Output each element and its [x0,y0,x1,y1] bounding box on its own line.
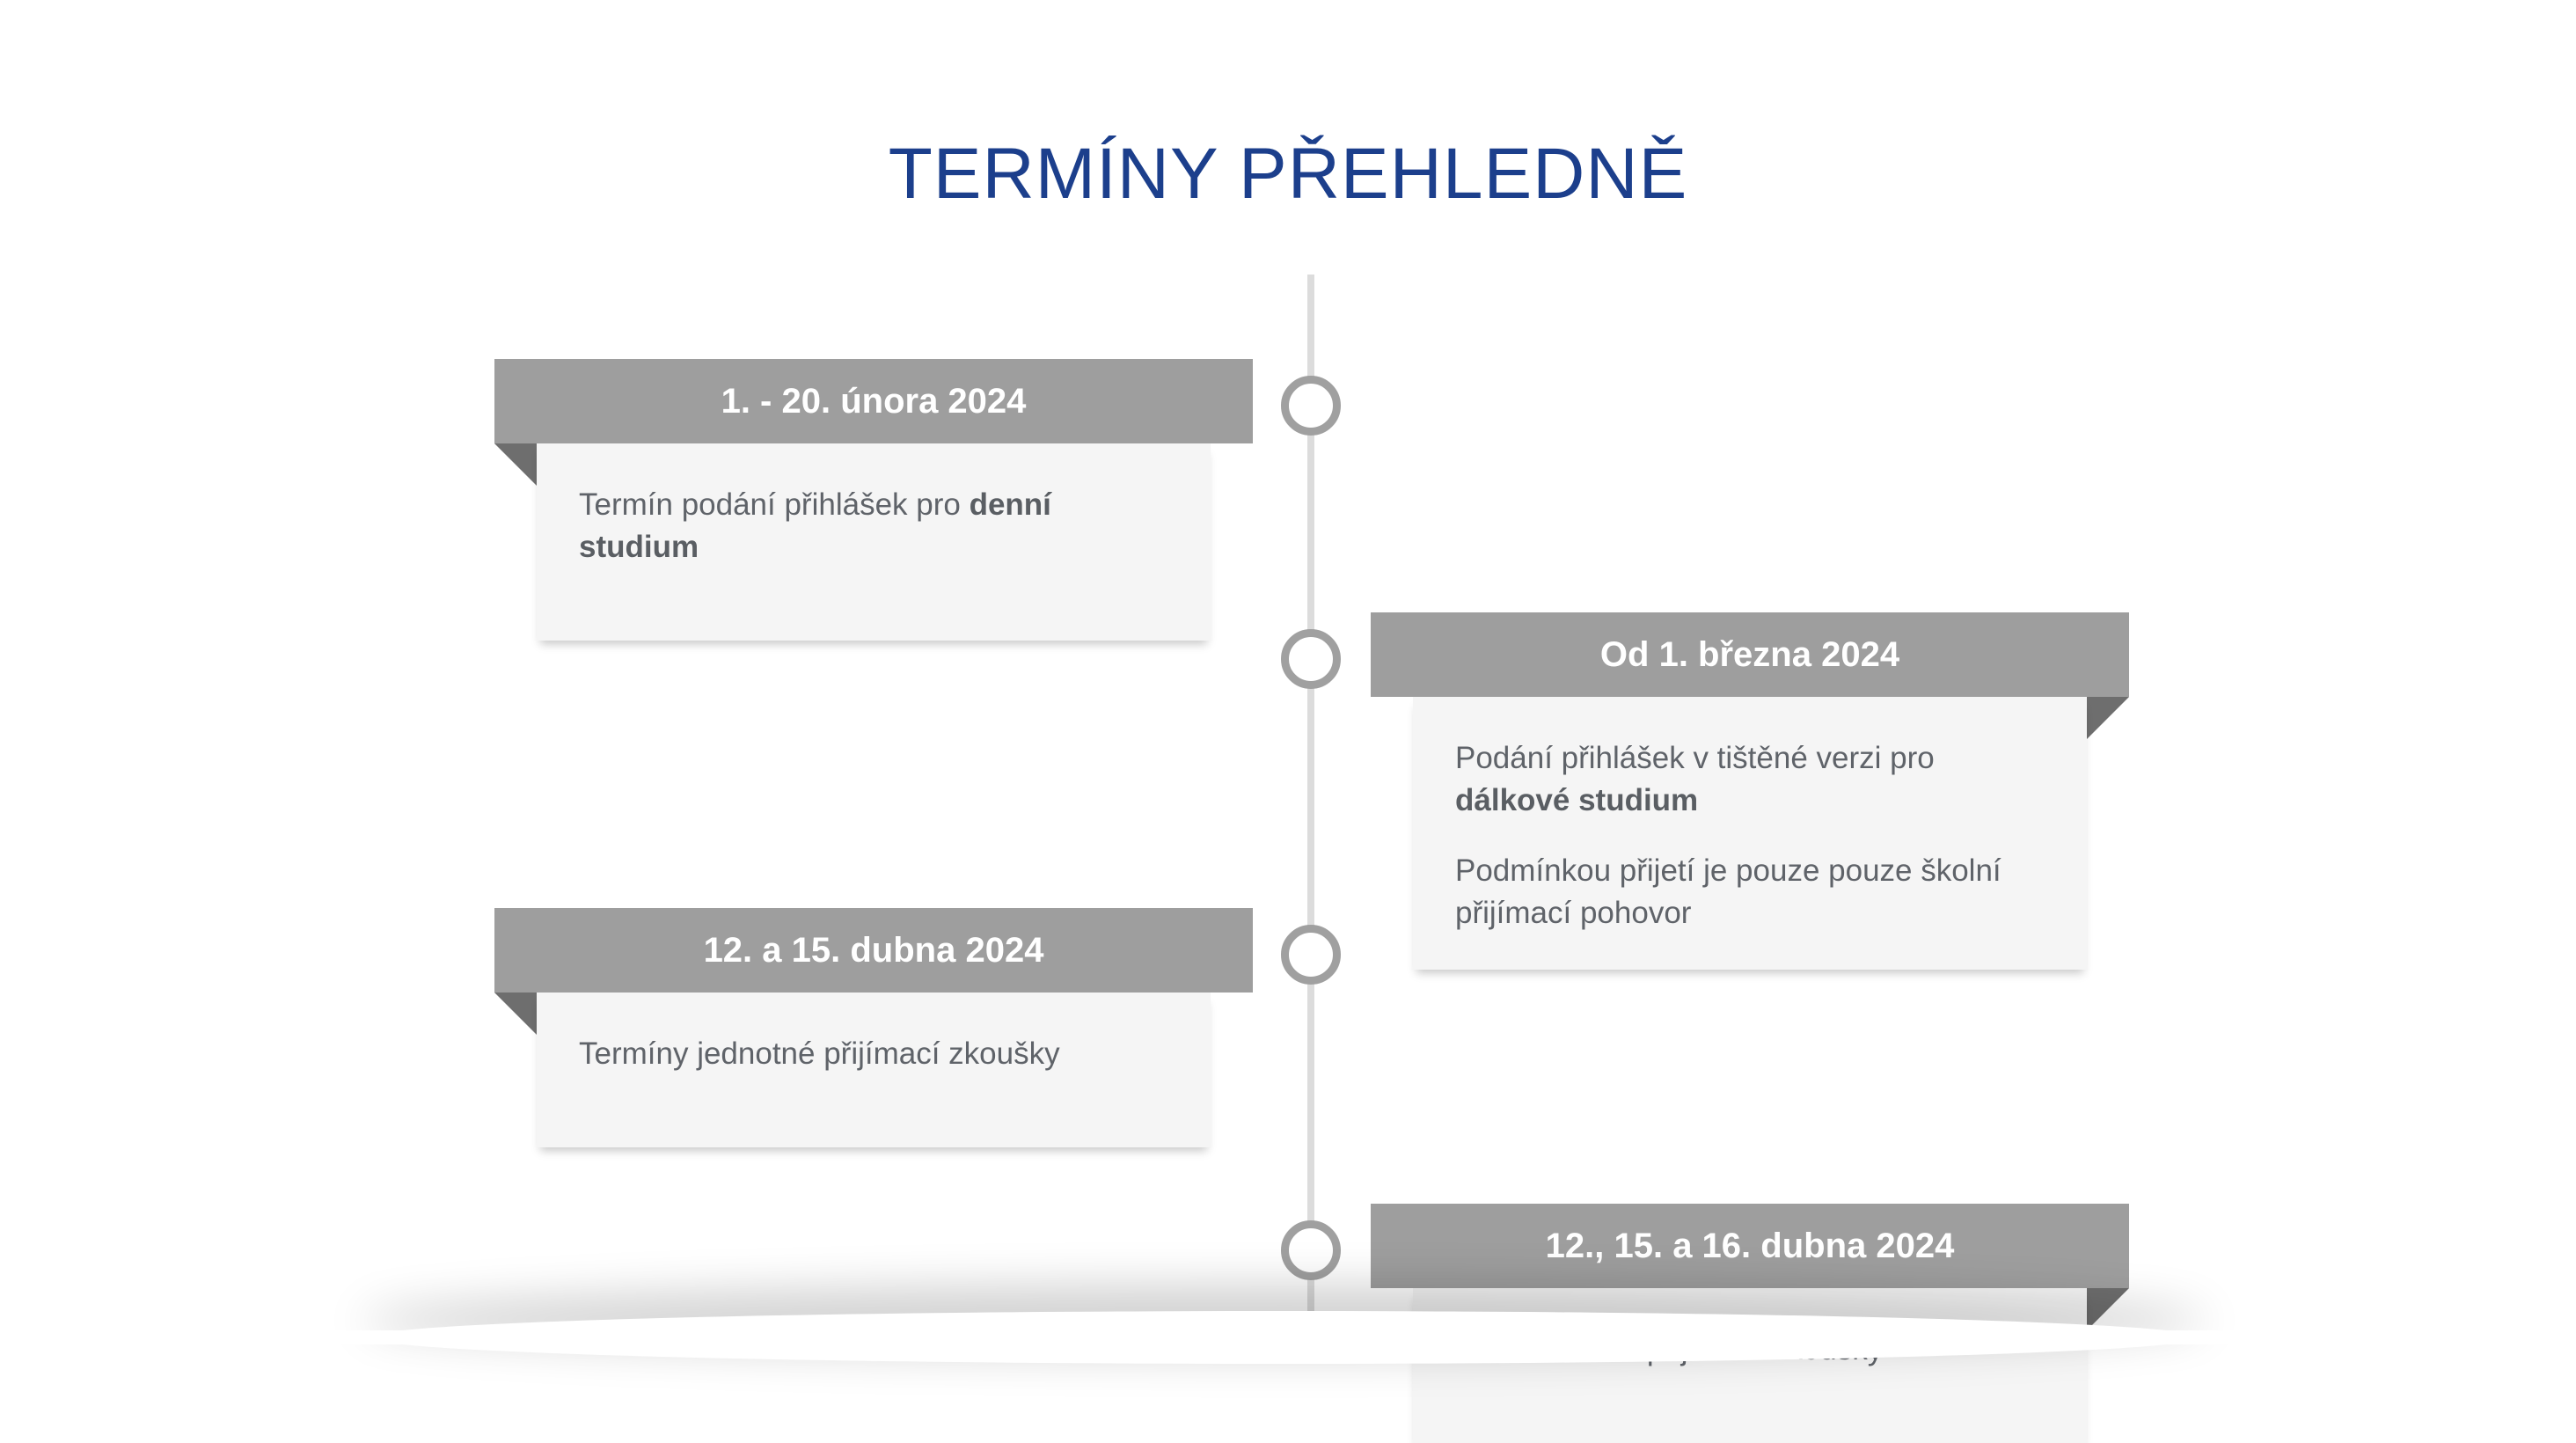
timeline-date-banner: 12., 15. a 16. dubna 2024 [1371,1204,2129,1288]
timeline-date-banner: Od 1. března 2024 [1371,612,2129,697]
banner-fold [2087,697,2129,739]
bottom-overlay [0,1330,2576,1344]
banner-fold [494,993,537,1035]
timeline-node-4 [1281,1220,1341,1280]
timeline-card [1413,697,2087,970]
timeline-item [1371,612,2129,970]
timeline-node-3 [1281,925,1341,985]
timeline-card-text: Termíny jednotné přijímací zkoušky [579,1036,1060,1071]
timeline-card [537,443,1211,641]
timeline-date-banner: 12. a 15. dubna 2024 [494,908,1253,993]
page-title: TERMÍNY PŘEHLEDNĚ [888,134,1688,214]
timeline-card-text: Termín podání přihlášek pro denní studium [579,487,1051,564]
timeline-node-1 [1281,376,1341,436]
timeline-card-text: Podání přihlášek v tištěné verzi pro dálkové studium [1455,741,1935,817]
banner-fold [494,443,537,486]
timeline-date-banner: 1. - 20. února 2024 [494,359,1253,443]
timeline-card-note: Podmínkou přijetí je pouze pouze školní přijímací pohovor [1455,853,2002,930]
timeline-item [494,908,1253,1147]
timeline-node-2 [1281,629,1341,689]
banner-fold [2087,1288,2129,1330]
timeline-item [494,359,1253,641]
timeline-card [537,993,1211,1147]
